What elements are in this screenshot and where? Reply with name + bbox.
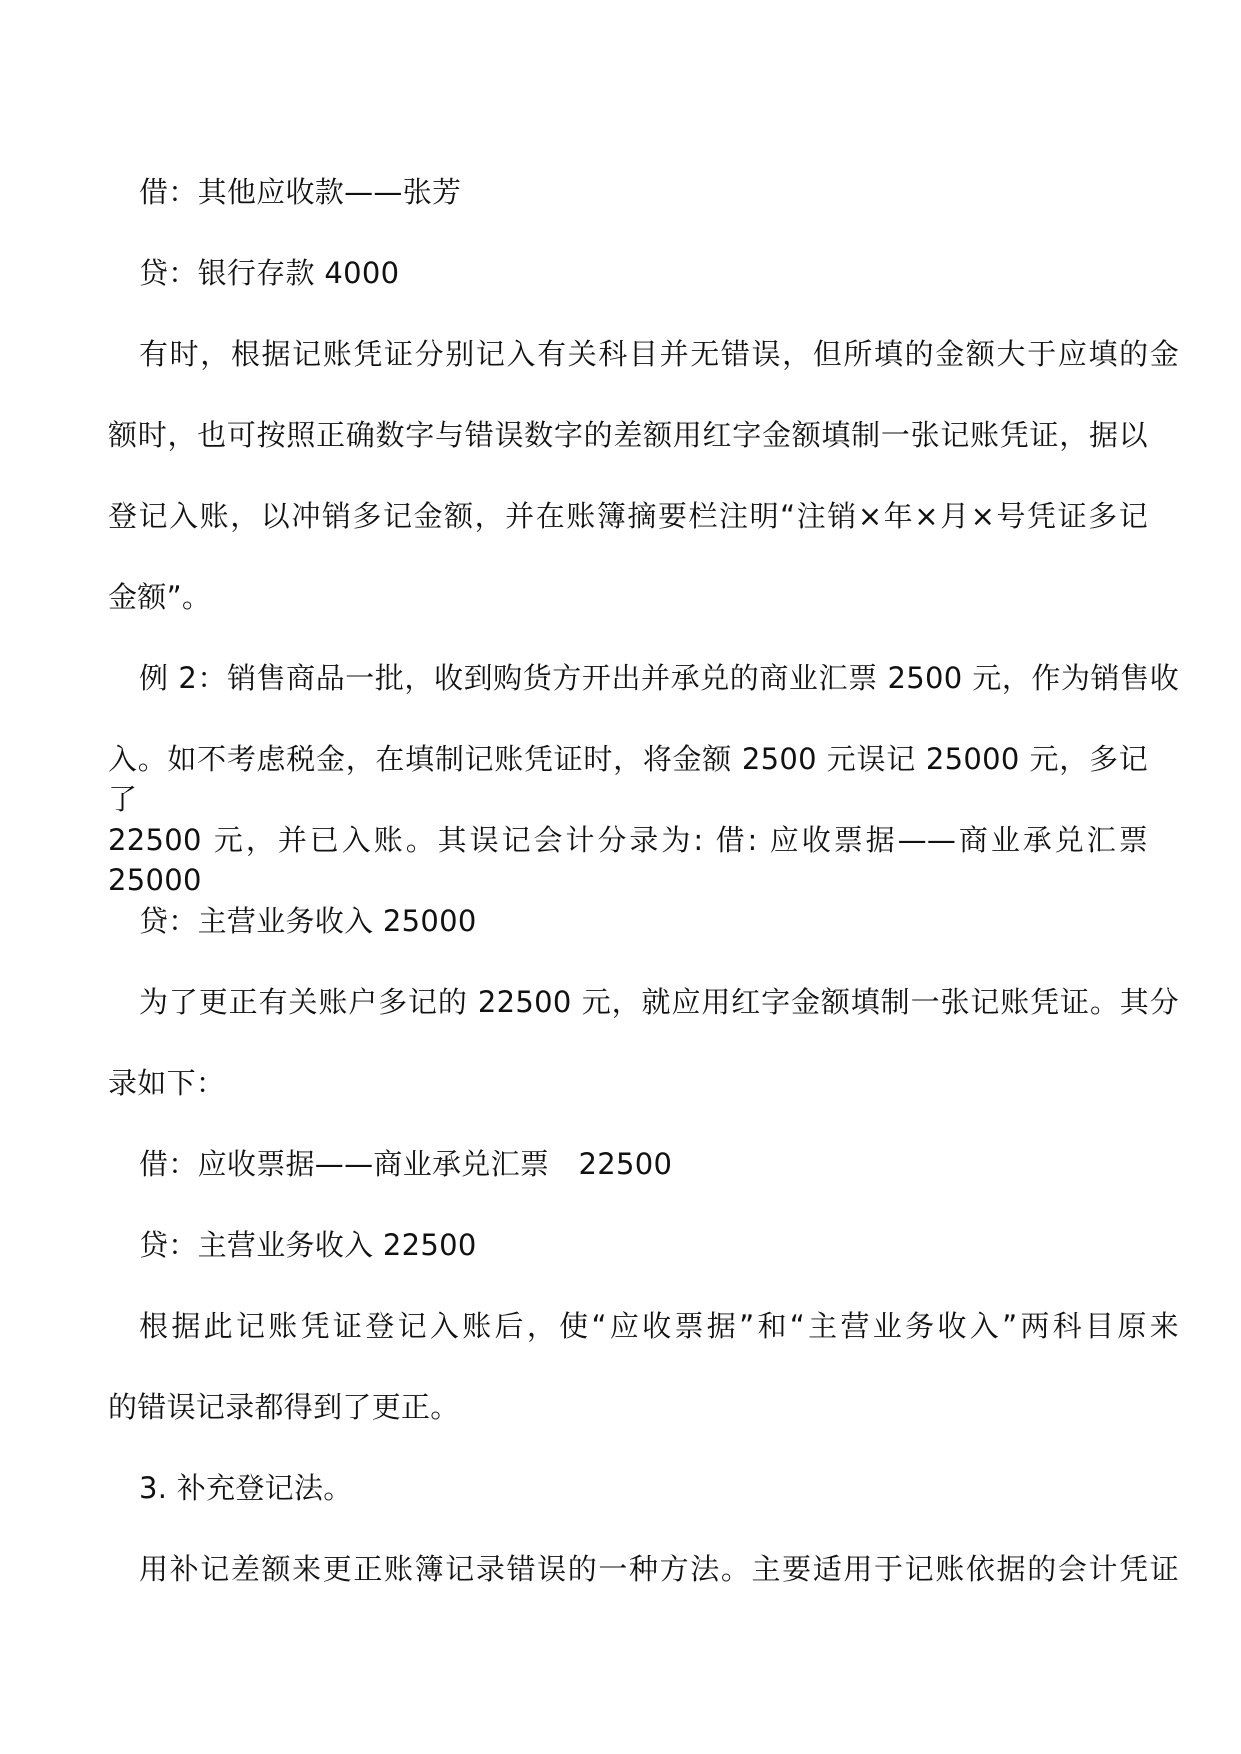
example-2-line: 22500 元，并已入账。其误记会计分录为: 借: 应收票据——商业承兑汇票 25000: [108, 823, 1178, 897]
paragraph-line: 登记入账，以冲销多记金额，并在账簿摘要栏注明“注销×年×月×号凭证多记: [108, 499, 1148, 533]
paragraph-line: 有时，根据记账凭证分别记入有关科目并无错误，但所填的金额大于应填的金: [139, 337, 1179, 371]
paragraph-line: 金额”。: [108, 580, 212, 614]
paragraph-line: 根据此记账凭证登记入账后，使“应收票据”和“主营业务收入”两科目原来: [139, 1309, 1179, 1343]
example-2-line: 入。如不考虑税金，在填制记账凭证时，将金额 2500 元误记 25000 元，多记了: [108, 742, 1148, 816]
example-2-line: 例 2：销售商品一批，收到购货方开出并承兑的商业汇票 2500 元，作为销售收: [139, 661, 1179, 695]
paragraph-line: 为了更正有关账户多记的 22500 元，就应用红字金额填制一张记账凭证。其分: [139, 985, 1179, 1019]
paragraph-line: 录如下：: [108, 1066, 226, 1100]
entry-credit-revenue: 贷：主营业务收入 25000: [139, 904, 477, 938]
entry-debit-other-receivables: 借：其他应收款——张芳: [139, 175, 462, 209]
entry-debit-notes-receivable: 借：应收票据——商业承兑汇票 22500: [139, 1147, 673, 1181]
entry-credit-bank-deposit: 贷：银行存款 4000: [139, 256, 400, 290]
paragraph-line: 额时，也可按照正确数字与错误数字的差额用红字金额填制一张记账凭证，据以: [108, 418, 1148, 452]
entry-credit-revenue: 贷：主营业务收入 22500: [139, 1228, 477, 1262]
paragraph-line: 用补记差额来更正账簿记录错误的一种方法。主要适用于记账依据的会计凭证: [139, 1552, 1179, 1586]
section-heading: 3. 补充登记法。: [139, 1471, 353, 1505]
paragraph-line: 的错误记录都得到了更正。: [108, 1390, 460, 1424]
